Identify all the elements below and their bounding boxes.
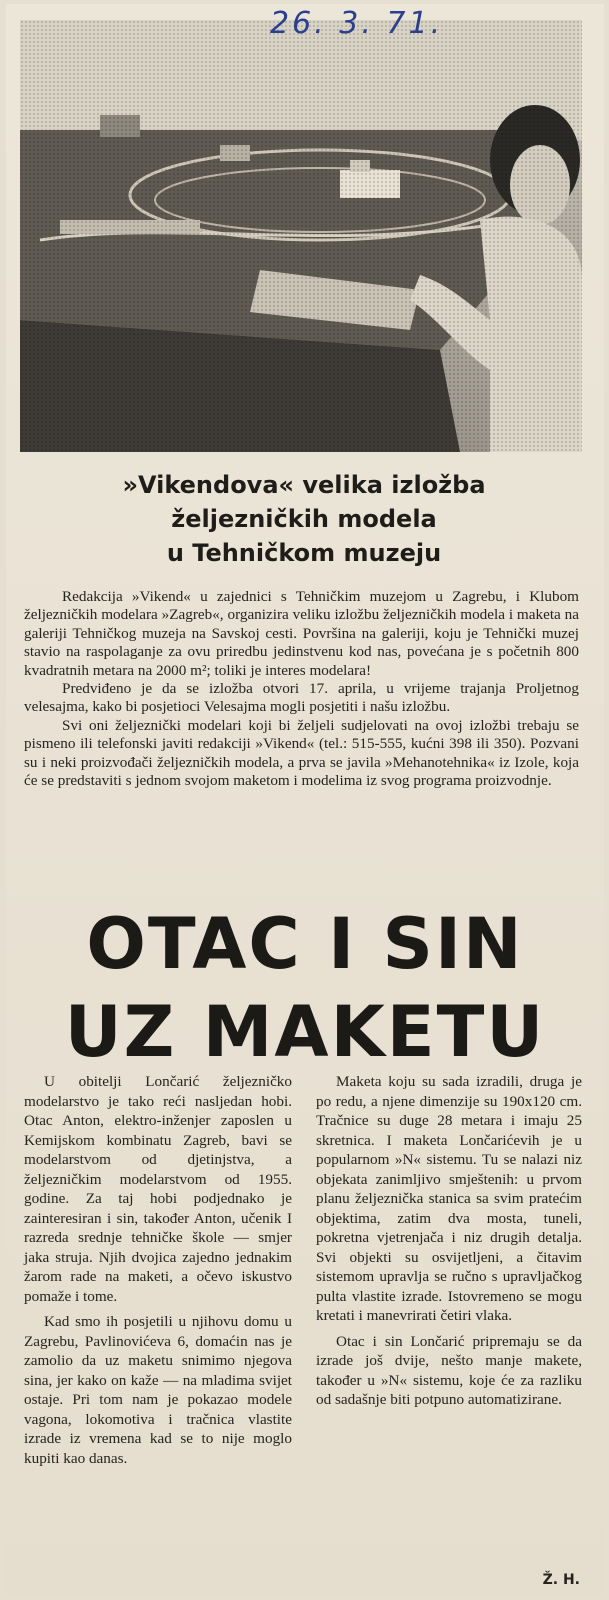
article-2-paragraph: Otac i sin Lončarić pripremaju se da izrade još dvije, nešto manje makete, također u »N« sistemu, koje će za razliku od sadašnje biti potpuno automatizirane. bbox=[316, 1332, 582, 1408]
article-1-paragraph: Svi oni željeznički modelari koji bi željeli sudjelovati na ovoj izložbi trebaju se pismeno ili telefonski javiti redakciji »Vikend« (tel.: 515-555, kućni 398 ili 350). Pozvani su i neki proizvođači željezničkih modela, a prva se javila »Mehanotehnika« iz Izole, koja će se predstaviti s jednom svojom maketom i modelima iz svog programa proizvodnje. bbox=[24, 716, 579, 790]
article-photo bbox=[20, 20, 582, 452]
handwritten-date: 26. 3. 71. bbox=[270, 6, 444, 41]
article-2-paragraph: U obitelji Lončarić željezničko modelarstvo je tako reći nasljedan hobi. Otac Anton, elektro-inženjer zaposlen u Kemijskom kombinatu Zagreb, bavi se modelarstvom od djetinjstva, a željezničkim modelarstvom od 1955. godine. Za taj hobi podjednako je zainteresiran i sin, također Anton, učenik I razreda srednje tehničke škole — smjer jaka struja. Njih dvojica zajedno jednakim žarom rade na maketi, a očevo iskustvo pomaže i tome. bbox=[24, 1073, 292, 1305]
article-2-headline: OTAC I SIN UZ MAKETU bbox=[64, 903, 546, 1073]
author-signature: Ž. H. bbox=[542, 1572, 580, 1588]
article-1-paragraph: Predviđeno je da se izložba otvori 17. aprila, u vrijeme trajanja Proljetnog velesajma, kako bi posjetioci Velesajma mogli posjetiti i našu izložbu. bbox=[24, 680, 579, 716]
article-1-paragraph: Redakcija »Vikend« u zajednici s Tehničkim muzejom u Zagrebu, i Klubom željezničkih modelara »Zagreb«, organizira veliku izložbu željezničkih modela i maketa na galeriji Tehničkog muzeja na Savskoj cesti. Površina na galeriji, koju je Tehnički muzej stavio na raspolaganje za ovu priredbu jedinstvenu kod nas, povećana je s početnih 800 kvadratnih metara na 2000 m²; toliki je interes modelara! bbox=[24, 588, 579, 679]
article-2-right-column bbox=[316, 1072, 582, 1416]
article-1-body bbox=[24, 588, 579, 790]
article-2-paragraph: Maketa koju su sada izradili, druga je po redu, a njene dimenzije su 190x120 cm. Tračnice su duge 28 metara i imaju 25 skretnica. I maketa Lončarićevih je u popularnom »N« sistemu. Tu se nalazi niz objekata zanimljivo smještenih: u prvom planu željeznička stanica sa svim pratećim objektima, zatim dva mosta, tuneli, pokretna vjetrenjača i niz drugih detalja. Svi objekti su osvijetljeni, a čitavim sistemom upravlja se ručno s upravljačkog pulta vlastite izrade. Istovremeno se mogu kretati i manevrirati četiri vlaka. bbox=[316, 1073, 582, 1324]
article-2-left-column bbox=[24, 1072, 292, 1474]
article-2-paragraph: Kad smo ih posjetili u njihovu domu u Zagrebu, Pavlinovićeva 6, domaćin nas je zamolio da uz maketu snimimo njegova sina, jer kako on kaže — na mladima svijet ostaje. Pri tom nam je pokazao modele vagona, lokomotiva i tračnica vlastite izrade iz vremena kad se to nije moglo kupiti kao danas. bbox=[24, 1313, 292, 1467]
article-1-headline: »Vikendova« velika izložba željezničkih modela u Tehničkom muzeju bbox=[122, 471, 486, 567]
